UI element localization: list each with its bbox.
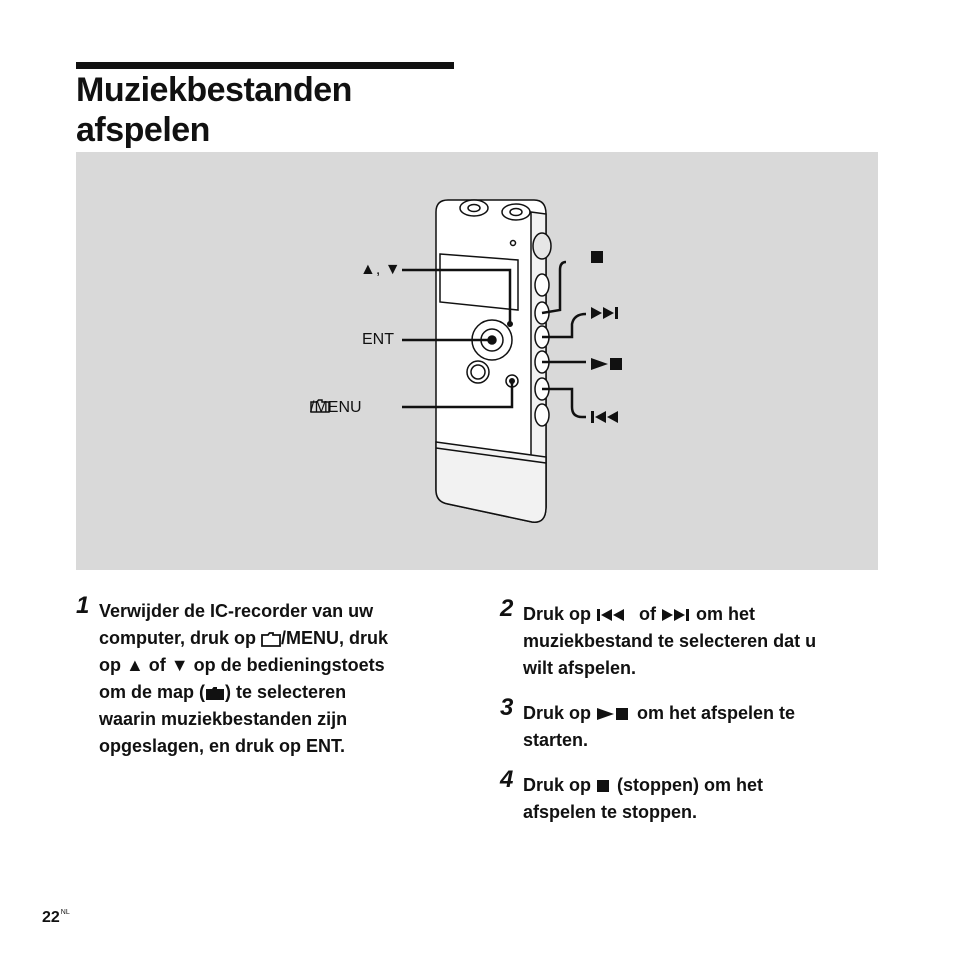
step-2-line-1c: om het — [691, 604, 756, 624]
step-3-line-2: starten. — [523, 730, 589, 750]
step-2-line-1a: Druk op — [523, 604, 597, 624]
step-4-number: 4 — [500, 766, 514, 793]
step-1 — [76, 592, 456, 760]
step-1-line-2b: /MENU, druk — [281, 628, 389, 648]
callout-menu-label: /MENU — [310, 399, 362, 416]
step-1-line-1: Verwijder de IC-recorder van uw — [99, 601, 374, 621]
next-icon — [661, 608, 691, 622]
step-1-number: 1 — [76, 592, 90, 619]
step-1-line-6: opgeslagen, en druk op ENT. — [99, 736, 346, 756]
title-line-1: Muziekbestanden — [76, 71, 352, 109]
step-1-text — [99, 598, 456, 760]
ic-recorder-drawing — [76, 152, 878, 570]
play-stop-icon — [596, 707, 632, 721]
previous-icon — [590, 410, 626, 424]
folder-icon — [261, 632, 281, 647]
step-3-line-1b: om het afspelen te — [632, 703, 796, 723]
step-4-line-2: afspelen te stoppen. — [523, 802, 698, 822]
step-1-line-5: waarin muziekbestanden zijn — [99, 709, 348, 729]
play-stop-icon — [590, 357, 626, 371]
stop-icon — [596, 779, 612, 793]
stop-icon — [590, 250, 604, 264]
callout-up-down: ▲, ▼ — [360, 261, 401, 278]
step-3-line-1a: Druk op — [523, 703, 597, 723]
step-1-line-3: op ▲ of ▼ op de bedieningstoets — [99, 655, 385, 675]
folder-filled-icon — [205, 686, 225, 701]
title-rule — [76, 62, 454, 69]
step-4-line-1a: Druk op — [523, 775, 597, 795]
page-title — [76, 70, 496, 150]
callout-ent: ENT — [362, 331, 394, 348]
step-3-text — [523, 700, 900, 754]
step-4 — [500, 766, 900, 826]
step-3-number: 3 — [500, 694, 514, 721]
step-2-line-2: muziekbestand te selecteren dat u — [523, 631, 817, 651]
page-number-value: 22 — [42, 909, 60, 926]
callout-menu — [310, 399, 362, 417]
step-2-number: 2 — [500, 595, 514, 622]
previous-icon — [596, 608, 634, 622]
step-2-line-1b: of — [634, 604, 662, 624]
page-number — [42, 909, 70, 927]
folder-icon — [310, 399, 330, 413]
step-2-text — [523, 601, 900, 682]
step-2-line-3: wilt afspelen. — [523, 658, 637, 678]
step-3 — [500, 694, 900, 754]
step-1-line-4b: ) te selecteren — [225, 682, 347, 702]
step-1-line-4a: om de map ( — [99, 682, 206, 702]
step-4-text — [523, 772, 900, 826]
next-icon — [590, 306, 626, 320]
step-4-line-1b: (stoppen) om het — [612, 775, 764, 795]
device-illustration — [76, 152, 878, 570]
title-line-2: afspelen — [76, 111, 210, 149]
step-2 — [500, 595, 900, 682]
step-1-line-2a: computer, druk op — [99, 628, 262, 648]
page-language-code: NL — [60, 909, 70, 916]
